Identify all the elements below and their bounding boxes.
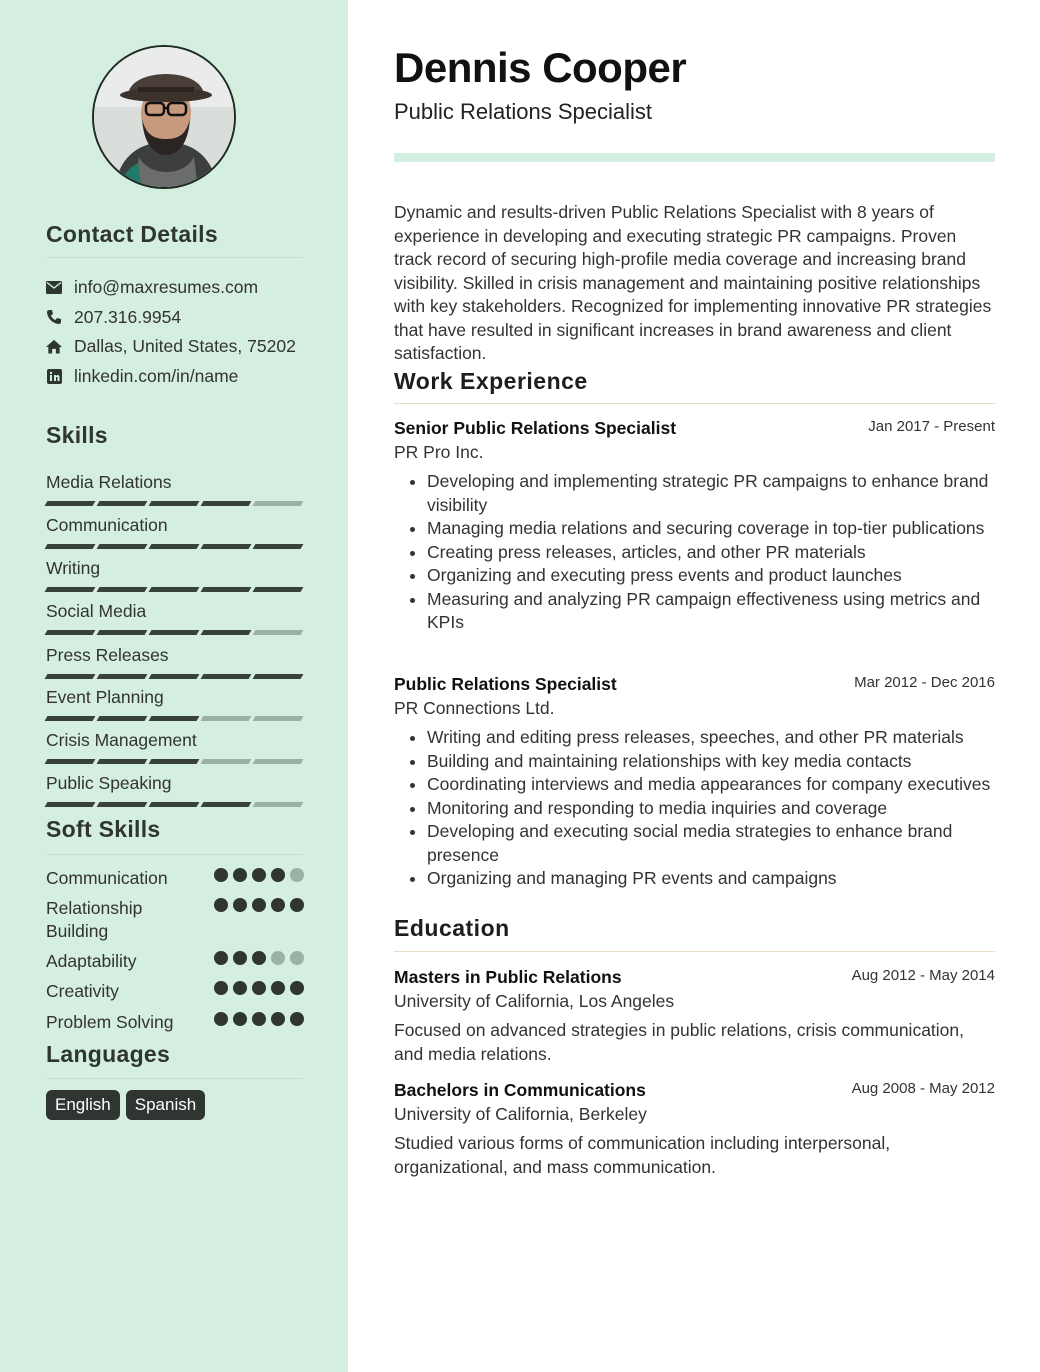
skill-level-segment — [45, 544, 96, 549]
contact-address-text: Dallas, United States, 75202 — [74, 335, 296, 356]
rating-dot — [271, 951, 285, 965]
skill-item — [46, 471, 303, 506]
rating-dot — [252, 1012, 266, 1026]
education-entry — [394, 966, 995, 1066]
work-entry — [394, 673, 995, 891]
skill-name: Social Media — [46, 601, 147, 621]
skill-level-segment — [253, 587, 304, 592]
list-item: • Creating press releases, articles, and other PR materials — [427, 541, 995, 565]
degree-date: Aug 2012 - May 2014 — [851, 967, 995, 984]
contact-email — [46, 275, 258, 299]
rating-dot — [290, 868, 304, 882]
skill-name: Press Releases — [46, 645, 169, 665]
rating-dot — [290, 981, 304, 995]
skill-level-segment — [201, 759, 252, 764]
skill-level-segment — [97, 587, 148, 592]
rating-dot — [214, 898, 228, 912]
soft-skill-name: Relationship Building — [46, 898, 143, 941]
skill-level-segment — [45, 674, 96, 679]
rating-dot — [271, 868, 285, 882]
list-item: • Measuring and analyzing PR campaign effectiveness using metrics and KPIs — [427, 588, 995, 635]
rating-dot — [290, 1012, 304, 1026]
list-item: • Coordinating interviews and media appearances for company executives — [427, 773, 995, 797]
soft-skill-name: Problem Solving — [46, 1012, 174, 1032]
skill-item — [46, 514, 303, 549]
rating-dot — [214, 981, 228, 995]
school-name: University of California, Los Angeles — [394, 991, 675, 1011]
skill-level-segment — [253, 674, 304, 679]
soft-skills-heading: Soft Skills — [46, 816, 161, 842]
skill-item — [46, 600, 303, 635]
list-item: • Monitoring and responding to media inquiries and coverage — [427, 797, 995, 821]
contact-linkedin-text[interactable]: linkedin.com/in/name — [74, 365, 239, 386]
skill-level-segment — [149, 630, 200, 635]
skill-item — [46, 772, 303, 807]
rating-dot — [290, 898, 304, 912]
list-item: • Organizing and executing press events and product launches — [427, 564, 995, 588]
skill-level-segment — [201, 802, 252, 807]
soft-skill-item — [46, 950, 303, 973]
divider — [394, 951, 995, 952]
skill-level-bar — [46, 759, 303, 764]
skill-level-segment — [45, 716, 96, 721]
rating-dot — [290, 951, 304, 965]
list-item: • Organizing and managing PR events and campaigns — [427, 867, 995, 891]
rating-dot — [252, 898, 266, 912]
soft-skill-rating — [214, 981, 304, 995]
skill-name: Communication — [46, 515, 168, 535]
job-bullets — [394, 726, 995, 891]
skill-name: Public Speaking — [46, 773, 172, 793]
work-entry — [394, 417, 995, 635]
skill-name: Media Relations — [46, 472, 172, 492]
skill-level-bar — [46, 630, 303, 635]
skill-level-segment — [201, 630, 252, 635]
rating-dot — [214, 868, 228, 882]
skill-level-segment — [45, 759, 96, 764]
contact-phone-text[interactable]: 207.316.9954 — [74, 306, 182, 327]
job-date: Jan 2017 - Present — [868, 418, 995, 435]
skill-level-segment — [149, 501, 200, 506]
skill-name: Writing — [46, 558, 101, 578]
divider — [46, 854, 303, 855]
skill-level-bar — [46, 802, 303, 807]
company-name: PR Connections Ltd. — [394, 698, 555, 718]
soft-skill-name: Adaptability — [46, 951, 137, 971]
skill-level-bar — [46, 716, 303, 721]
skill-level-segment — [253, 759, 304, 764]
job-bullets — [394, 470, 995, 635]
candidate-title: Public Relations Specialist — [394, 99, 653, 124]
skill-level-segment — [45, 802, 96, 807]
rating-dot — [233, 1012, 247, 1026]
rating-dot — [271, 898, 285, 912]
sidebar — [0, 0, 348, 1372]
degree-description: Focused on advanced strategies in public relations, crisis communication, and media relations. — [394, 1020, 965, 1064]
skill-level-segment — [149, 674, 200, 679]
skill-level-segment — [45, 587, 96, 592]
summary: Dynamic and results-driven Public Relations Specialist with 8 years of experience in developing and executing strategic PR campaigns. Proven track record of securing high-profile media coverage and increasing brand visibility. Skilled in crisis management and maintaining positive relationships with key stakeholders. Recognized for implementing innovative PR strategies that have resulted in significant increases in brand awareness and client satisfaction. — [394, 202, 992, 363]
job-title: Senior Public Relations Specialist — [394, 418, 677, 438]
rating-dot — [233, 951, 247, 965]
skill-level-segment — [201, 501, 252, 506]
rating-dot — [252, 981, 266, 995]
skill-item — [46, 686, 303, 721]
skill-level-segment — [45, 630, 96, 635]
accent-bar — [394, 153, 995, 162]
rating-dot — [271, 1012, 285, 1026]
education-entry — [394, 1079, 995, 1179]
skill-level-segment — [149, 802, 200, 807]
skill-level-segment — [45, 501, 96, 506]
skill-level-segment — [97, 716, 148, 721]
skill-level-segment — [253, 501, 304, 506]
skill-level-segment — [97, 501, 148, 506]
skill-name: Event Planning — [46, 687, 164, 707]
job-title: Public Relations Specialist — [394, 674, 617, 694]
skill-level-segment — [97, 802, 148, 807]
skill-level-segment — [97, 544, 148, 549]
divider — [46, 257, 303, 258]
rating-dot — [252, 951, 266, 965]
envelope-icon — [46, 279, 62, 295]
skill-level-segment — [253, 630, 304, 635]
soft-skill-rating — [214, 1012, 304, 1026]
list-item: • Writing and editing press releases, speeches, and other PR materials — [427, 726, 995, 750]
skill-level-segment — [149, 716, 200, 721]
soft-skill-rating — [214, 898, 304, 912]
skill-level-segment — [201, 716, 252, 721]
soft-skill-name: Communication — [46, 868, 168, 888]
skill-level-segment — [253, 716, 304, 721]
soft-skill-name: Creativity — [46, 981, 119, 1001]
work-heading: Work Experience — [394, 368, 588, 394]
skill-level-segment — [149, 544, 200, 549]
degree-description: Studied various forms of communication including interpersonal, organizational, and mass communication. — [394, 1133, 891, 1177]
list-item: • Developing and implementing strategic PR campaigns to enhance brand visibility — [427, 470, 995, 517]
rating-dot — [233, 868, 247, 882]
candidate-name: Dennis Cooper — [394, 44, 687, 91]
rating-dot — [252, 868, 266, 882]
skill-level-segment — [149, 759, 200, 764]
soft-skill-item — [46, 897, 303, 943]
job-date: Mar 2012 - Dec 2016 — [854, 674, 995, 691]
rating-dot — [214, 951, 228, 965]
phone-icon — [46, 309, 62, 325]
languages-list — [46, 1090, 205, 1120]
skill-level-bar — [46, 587, 303, 592]
school-name: University of California, Berkeley — [394, 1104, 647, 1124]
main-content — [348, 0, 1040, 1372]
skill-level-segment — [201, 674, 252, 679]
skill-name: Crisis Management — [46, 730, 197, 750]
list-item: • Developing and executing social media strategies to enhance brand presence — [427, 820, 995, 867]
soft-skill-item — [46, 867, 303, 890]
skill-level-segment — [253, 544, 304, 549]
language-badge: English — [46, 1090, 120, 1120]
degree-title: Masters in Public Relations — [394, 967, 622, 987]
soft-skill-rating — [214, 951, 304, 965]
education-heading: Education — [394, 915, 510, 941]
contact-heading: Contact Details — [46, 221, 218, 247]
contact-phone — [46, 305, 181, 329]
languages-heading: Languages — [46, 1041, 171, 1067]
company-name: PR Pro Inc. — [394, 442, 484, 462]
degree-title: Bachelors in Communications — [394, 1080, 646, 1100]
skill-level-segment — [201, 544, 252, 549]
divider — [46, 1078, 303, 1079]
skill-item — [46, 729, 303, 764]
skill-level-segment — [97, 759, 148, 764]
rating-dot — [233, 981, 247, 995]
contact-linkedin — [46, 364, 238, 388]
rating-dot — [271, 981, 285, 995]
list-item: • Managing media relations and securing coverage in top-tier publications — [427, 517, 995, 541]
skill-item — [46, 557, 303, 592]
list-item: • Building and maintaining relationships with key media contacts — [427, 750, 995, 774]
skill-level-bar — [46, 544, 303, 549]
skill-level-segment — [201, 587, 252, 592]
soft-skill-item — [46, 1011, 303, 1034]
rating-dot — [233, 898, 247, 912]
rating-dot — [214, 1012, 228, 1026]
skill-level-bar — [46, 674, 303, 679]
skill-level-segment — [253, 802, 304, 807]
skill-level-bar — [46, 501, 303, 506]
soft-skill-rating — [214, 868, 304, 882]
skill-level-segment — [97, 630, 148, 635]
skill-level-segment — [149, 587, 200, 592]
avatar — [92, 45, 236, 189]
contact-address — [46, 334, 296, 358]
profile-photo — [94, 47, 236, 189]
skill-item — [46, 644, 303, 679]
soft-skill-item — [46, 980, 303, 1003]
contact-email-text[interactable]: info@maxresumes.com — [74, 276, 259, 297]
degree-date: Aug 2008 - May 2012 — [851, 1080, 995, 1097]
linkedin-icon — [46, 368, 62, 384]
skills-heading: Skills — [46, 422, 108, 448]
divider — [394, 403, 995, 404]
language-badge: Spanish — [126, 1090, 205, 1120]
home-icon — [46, 338, 62, 354]
skill-level-segment — [97, 674, 148, 679]
